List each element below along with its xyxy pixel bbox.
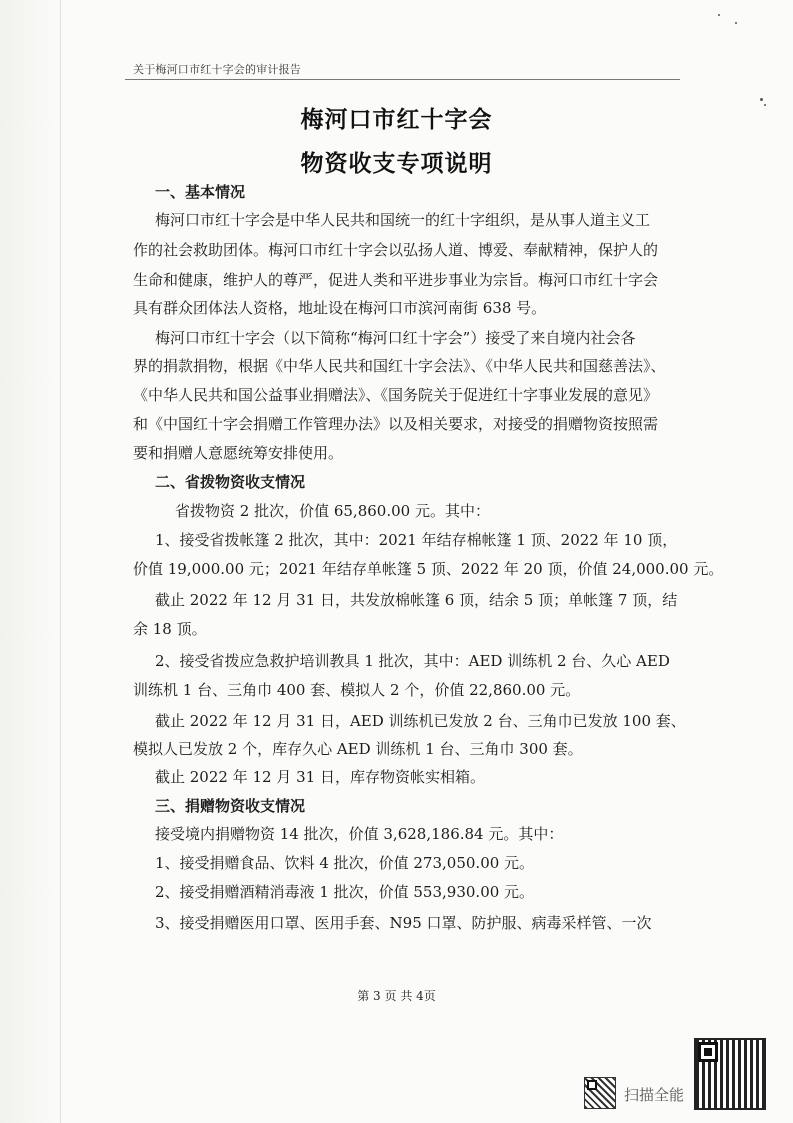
- report-header-note: 关于梅河口市红十字会的审计报告: [133, 63, 301, 76]
- paragraph-line: 截止 2022 年 12 月 31 日，AED 训练机已发放 2 台、三角巾已发放 100 套、: [155, 712, 686, 730]
- paragraph-line: 截止 2022 年 12 月 31 日，库存物资帐实相箱。: [155, 768, 485, 786]
- paragraph-line: 梅河口市红十字会（以下简称“梅河口红十字会”）接受了来自境内社会各: [155, 329, 636, 347]
- paragraph-line: 梅河口市红十字会是中华人民共和国统一的红十字组织，是从事人道主义工: [155, 211, 651, 229]
- paragraph-line: 和《中国红十字会捐赠工作管理办法》以及相关要求，对接受的捐赠物资按照需: [133, 415, 659, 433]
- scanner-watermark: 扫描全能: [624, 1086, 685, 1104]
- document-title: 梅河口市红十字会: [300, 107, 493, 133]
- section-heading-donated-supplies: 三、捐赠物资收支情况: [155, 797, 306, 815]
- paragraph-line: 2、接受省拨应急救护培训教具 1 批次，其中：AED 训练机 2 台、久心 AED: [155, 652, 670, 670]
- paragraph-line: 省拨物资 2 批次，价值 65,860.00 元。其中：: [175, 502, 490, 520]
- paragraph-line: 余 18 顶。: [133, 620, 207, 638]
- page-number: 第 3 页 共 4页: [357, 989, 436, 1003]
- header-divider: [125, 79, 680, 80]
- scan-speck: [735, 22, 737, 24]
- qr-code-icon: [694, 1038, 766, 1110]
- paragraph-line: 2、接受捐赠酒精消毒液 1 批次，价值 553,930.00 元。: [155, 883, 535, 901]
- paragraph-line: 作的社会救助团体。梅河口市红十字会以弘扬人道、博爱、奉献精神，保护人的: [133, 241, 659, 259]
- section-heading-basic-info: 一、基本情况: [155, 183, 246, 201]
- paragraph-line: 1、接受省拨帐篷 2 批次，其中：2021 年结存棉帐篷 1 顶、2022 年 10 顶，: [155, 531, 678, 549]
- section-heading-provincial-supplies: 二、省拨物资收支情况: [155, 473, 306, 491]
- scan-speck: [718, 14, 720, 16]
- paragraph-line: 3、接受捐赠医用口罩、医用手套、N95 口罩、防护服、病毒采样管、一次: [155, 914, 652, 932]
- paragraph-line: 接受境内捐赠物资 14 批次，价值 3,628,186.84 元。其中：: [155, 825, 564, 843]
- paragraph-line: 1、接受捐赠食品、饮料 4 批次，价值 273,050.00 元。: [155, 854, 535, 872]
- qr-code-icon: [584, 1077, 616, 1109]
- paragraph-line: 训练机 1 台、三角巾 400 套、模拟人 2 个，价值 22,860.00 元。: [133, 681, 581, 699]
- paragraph-line: 要和捐赠人意愿统筹安排使用。: [133, 444, 344, 462]
- paragraph-line: 《中华人民共和国公益事业捐赠法》、《国务院关于促进红十字事业发展的意见》: [133, 386, 659, 404]
- paragraph-line: 生命和健康，维护人的尊严，促进人类和平进步事业为宗旨。梅河口市红十字会: [133, 271, 659, 289]
- paragraph-line: 模拟人已发放 2 个，库存久心 AED 训练机 1 台、三角巾 300 套。: [133, 740, 583, 758]
- paragraph-line: 截止 2022 年 12 月 31 日，共发放棉帐篷 6 顶，结余 5 顶；单帐篷 7 顶，结: [155, 591, 678, 609]
- document-subtitle: 物资收支专项说明: [300, 151, 493, 177]
- paragraph-line: 具有群众团体法人资格，地址设在梅河口市滨河南街 638 号。: [133, 299, 547, 317]
- paragraph-line: 界的捐款捐物，根据《中华人民共和国红十字会法》、《中华人民共和国慈善法》、: [133, 357, 666, 375]
- paragraph-line: 价值 19,000.00 元；2021 年结存单帐篷 5 顶、2022 年 20 顶，价值 24,000.00 元。: [133, 560, 724, 578]
